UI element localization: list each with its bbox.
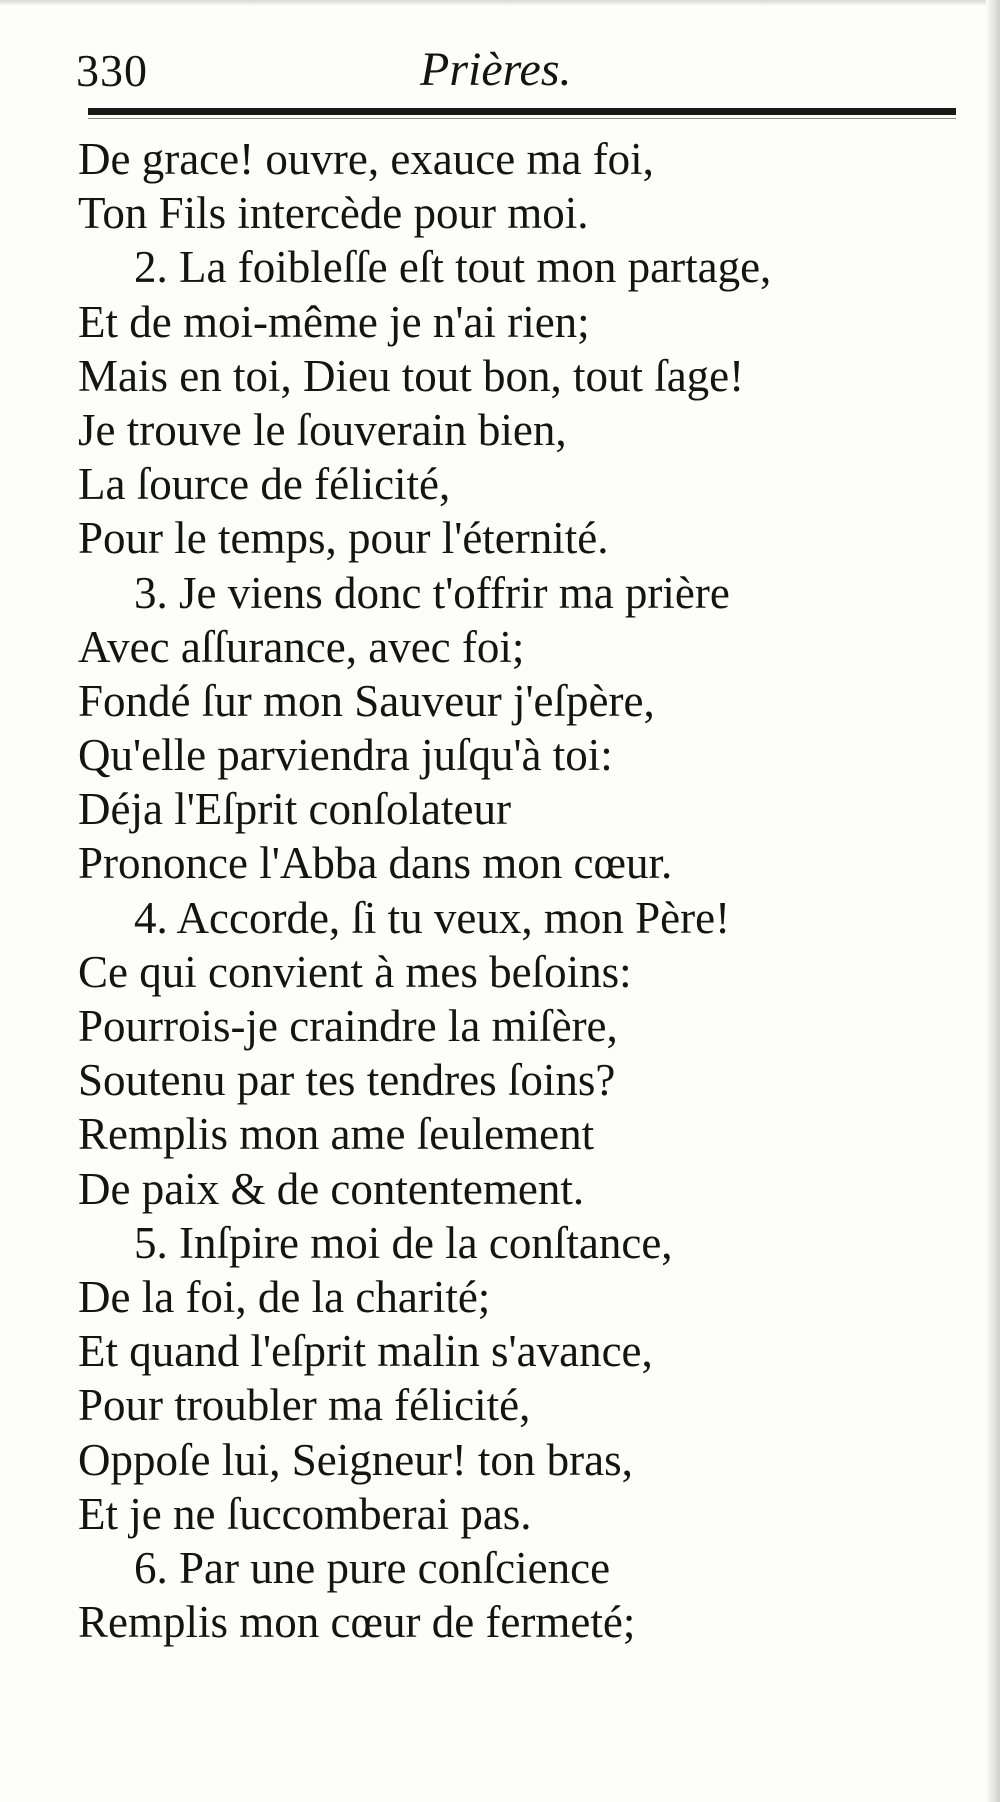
verse-line: De grace! ouvre, exauce ma foi, <box>78 134 654 184</box>
verse-line: Pour le temps, pour l'éternité. <box>78 513 609 564</box>
verse-line: Et de moi-même je n'ai rien; <box>78 296 590 347</box>
verse-line: Je trouve le ſouverain bien, <box>78 404 567 455</box>
verse-line: Déja l'Eſprit conſolateur <box>78 784 511 835</box>
verse-line: Remplis mon ame ſeulement <box>78 1109 595 1160</box>
verse-line: Pourrois-je craindre la miſère, <box>78 1001 618 1051</box>
verse-line: 6. Par une pure conſcience <box>134 1542 611 1593</box>
verse-line: Soutenu par tes tendres ſoins? <box>78 1055 616 1106</box>
hymn-text <box>78 132 978 1649</box>
verse-line: De paix & de contentement. <box>78 1163 585 1214</box>
verse-line: 2. La foibleſſe eſt tout mon partage, <box>134 242 772 293</box>
verse-line: Et je ne ſuccomberai pas. <box>78 1488 532 1539</box>
verse-line: Ce qui convient à mes beſoins: <box>78 946 632 997</box>
header-rule <box>88 108 956 115</box>
page-top-edge <box>0 0 1000 6</box>
verse-line: 5. Inſpire moi de la conſtance, <box>134 1217 673 1268</box>
header-rule-thin <box>88 118 956 119</box>
verse-line: La ſource de félicité, <box>78 459 451 510</box>
verse-line: 4. Accorde, ſi tu veux, mon Père! <box>134 892 731 943</box>
verse-line: Mais en toi, Dieu tout bon, tout ſage! <box>78 350 745 401</box>
page-right-edge <box>986 0 1000 1802</box>
running-title: Prières. <box>420 43 572 96</box>
verse-line: Pour troubler ma félicité, <box>78 1380 531 1431</box>
verse-line: De la foi, de la charité; <box>78 1271 491 1322</box>
verse-line: 3. Je viens donc t'offrir ma prière <box>134 567 730 618</box>
verse-line: Remplis mon cœur de fermeté; <box>78 1597 636 1648</box>
verse-line: Ton Fils intercède pour moi. <box>78 188 589 239</box>
verse-line: Qu'elle parviendra juſqu'à toi: <box>78 730 613 781</box>
verse-line: Prononce l'Abba dans mon cœur. <box>78 838 673 889</box>
verse-line: Oppoſe lui, Seigneur! ton bras, <box>78 1434 633 1485</box>
verse-line: Avec aſſurance, avec foi; <box>78 621 525 672</box>
page-header <box>76 38 956 98</box>
verse-line: Fondé ſur mon Sauveur j'eſpère, <box>78 675 655 726</box>
page-number: 330 <box>76 45 148 96</box>
verse-line: Et quand l'eſprit malin s'avance, <box>78 1326 653 1377</box>
